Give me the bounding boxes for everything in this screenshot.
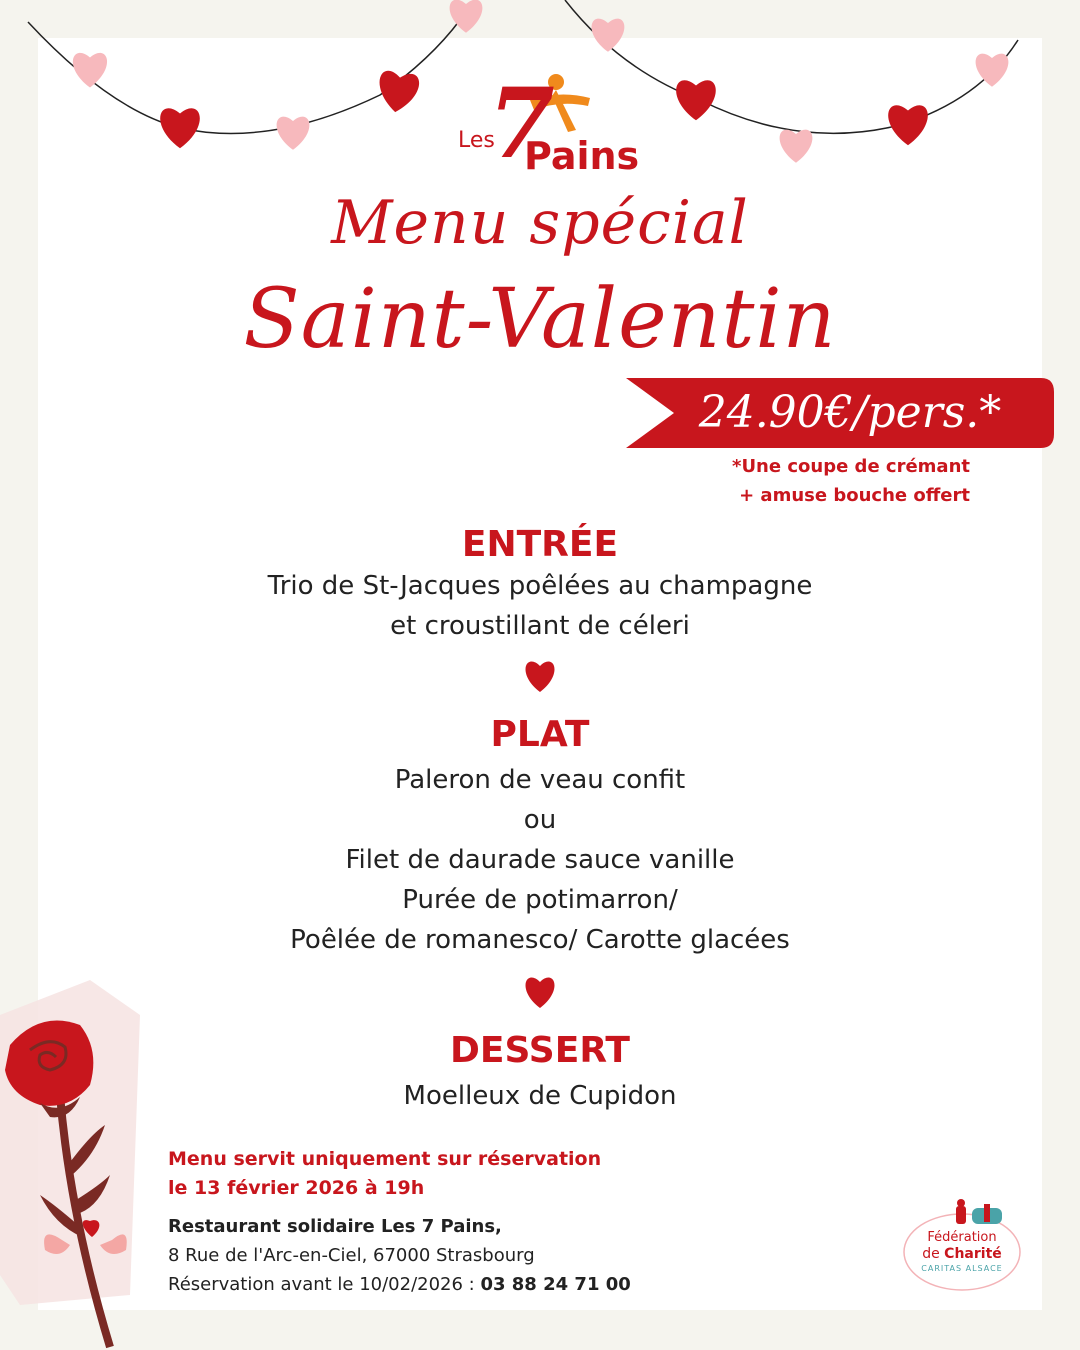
menu-line: Poêlée de romanesco/ Carotte glacées [290, 925, 790, 955]
heart-icon [888, 105, 928, 145]
federation-line1: Fédération [927, 1230, 997, 1245]
les-7-pains-logo [450, 67, 640, 190]
heart-icon [522, 658, 558, 694]
heart-icon [522, 974, 558, 1010]
federation-line2 [900, 1246, 1024, 1262]
heart-icon [780, 130, 813, 163]
menu-line: Purée de potimarron/ [402, 885, 678, 915]
federation-charite-logo [900, 1198, 1024, 1294]
section-entree-lines [140, 566, 940, 646]
federation-line2-prefix: de [922, 1246, 945, 1262]
section-title-entree: ENTRÉE [461, 524, 619, 565]
heart-icon [160, 108, 200, 148]
menu-line: Paleron de veau confit [394, 765, 686, 795]
section-plat-lines [140, 760, 940, 960]
section-dessert-lines [140, 1076, 940, 1116]
restaurant-name: Restaurant solidaire Les 7 Pains, [168, 1216, 502, 1237]
phone-number[interactable]: 03 88 24 71 00 [480, 1274, 631, 1295]
logo-seven-text: 7 [488, 67, 555, 180]
menu-line: ou [523, 805, 557, 835]
title-menu-special: Menu spécial [331, 188, 749, 258]
menu-line: Trio de St-Jacques poêlées au champagne [267, 571, 813, 601]
section-title-dessert: DESSERT [450, 1030, 630, 1071]
price-note [640, 452, 970, 510]
heart-icon [73, 53, 107, 88]
reservation-line: le 13 février 2026 à 19h [168, 1177, 425, 1199]
federation-line2-bold: Charité [944, 1246, 1002, 1262]
price-note-line: + amuse bouche offert [739, 485, 970, 506]
reservation-note [168, 1145, 601, 1203]
price-label: 24.90€/pers.* [698, 387, 1002, 438]
reservation-line: Menu servit uniquement sur réservation [168, 1148, 602, 1170]
title-saint-valentin: Saint-Valentin [243, 272, 837, 367]
booking-prefix: Réservation avant le 10/02/2026 : [168, 1274, 481, 1295]
restaurant-street: 8 Rue de l'Arc-en-Ciel, 67000 Strasbourg [168, 1245, 535, 1266]
menu-line: et croustillant de céleri [390, 611, 690, 641]
logo-les-text: Les [458, 128, 495, 153]
booking-line [168, 1270, 631, 1299]
heart-icon [676, 80, 716, 120]
heart-icon [277, 117, 310, 150]
federation-line3: CARITAS ALSACE [921, 1264, 1003, 1273]
section-title-plat: PLAT [490, 714, 590, 755]
restaurant-address [168, 1212, 631, 1299]
heart-icon [592, 19, 625, 52]
price-note-line: *Une coupe de crémant [732, 456, 970, 477]
logo-pains-text: Pains [524, 134, 640, 178]
heart-icon [376, 70, 421, 115]
menu-line: Filet de daurade sauce vanille [345, 845, 735, 875]
rose-icon [0, 975, 150, 1350]
menu-line: Moelleux de Cupidon [403, 1081, 677, 1111]
